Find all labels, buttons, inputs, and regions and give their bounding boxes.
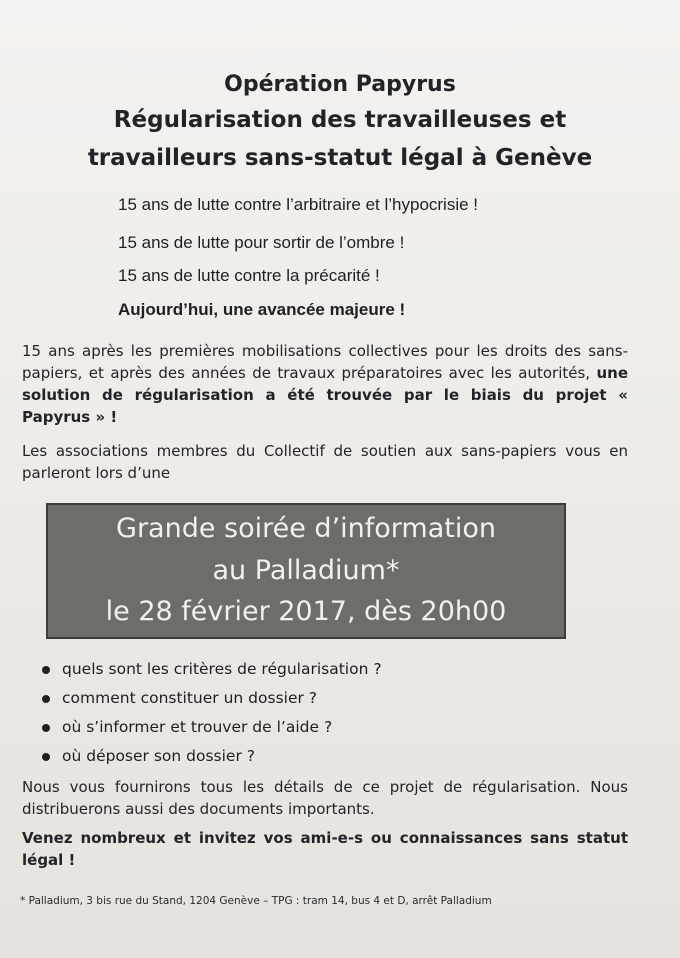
bullet-icon (42, 753, 50, 761)
list-item-text: quels sont les critères de régularisation ? (62, 660, 382, 678)
list-item-text: comment constituer un dossier ? (62, 689, 318, 707)
slogan-2: 15 ans de lutte pour sortir de l’ombre ! (118, 233, 405, 252)
intro-highlight: une solution de régularisation a été trouvée par le biais du projet « Papyrus » ! (22, 364, 628, 426)
slogan-1: 15 ans de lutte contre l’arbitraire et l’hypocrisie ! (118, 195, 479, 214)
event-venue: au Palladium* (212, 555, 400, 586)
event-box (46, 503, 566, 639)
event-title: Grande soirée d’information (116, 513, 496, 544)
bullet-icon (42, 666, 50, 674)
list-item (40, 745, 382, 774)
title-line-1: Opération Papyrus (224, 72, 456, 97)
slogan-3: 15 ans de lutte contre la précarité ! (118, 266, 380, 285)
list-item-text: où déposer son dossier ? (62, 747, 255, 765)
questions-list (40, 658, 382, 774)
intro-text: 15 ans après les premières mobilisations collectives pour les droits des sans-papiers, et après des années de travaux préparatoires avec les autorités, (22, 342, 628, 382)
intro-paragraph (22, 340, 628, 428)
associations-paragraph: Les associations membres du Collectif de soutien aux sans-papiers vous en parleront lors d’une (22, 442, 628, 482)
bullet-icon (42, 695, 50, 703)
event-date: le 28 février 2017, dès 20h00 (105, 596, 507, 627)
title-line-3: travailleurs sans-statut légal à Genève (87, 145, 593, 171)
footnote-address: * Palladium, 3 bis rue du Stand, 1204 Genève – TPG : tram 14, bus 4 et D, arrêt Palladium (20, 895, 492, 907)
list-item (40, 658, 382, 687)
list-item-text: où s’informer et trouver de l’aide ? (62, 718, 333, 736)
title-line-2: Régularisation des travailleuses et (113, 107, 567, 133)
slogan-highlight: Aujourd’hui, une avancée majeure ! (118, 300, 406, 319)
list-item (40, 687, 382, 716)
invite-paragraph: Venez nombreux et invitez vos ami-e-s ou connaissances sans statut légal ! (22, 829, 628, 869)
list-item (40, 716, 382, 745)
bullet-icon (42, 724, 50, 732)
details-paragraph: Nous vous fournirons tous les détails de ce projet de régularisation. Nous distribuerons aussi des documents importants. (22, 778, 628, 818)
